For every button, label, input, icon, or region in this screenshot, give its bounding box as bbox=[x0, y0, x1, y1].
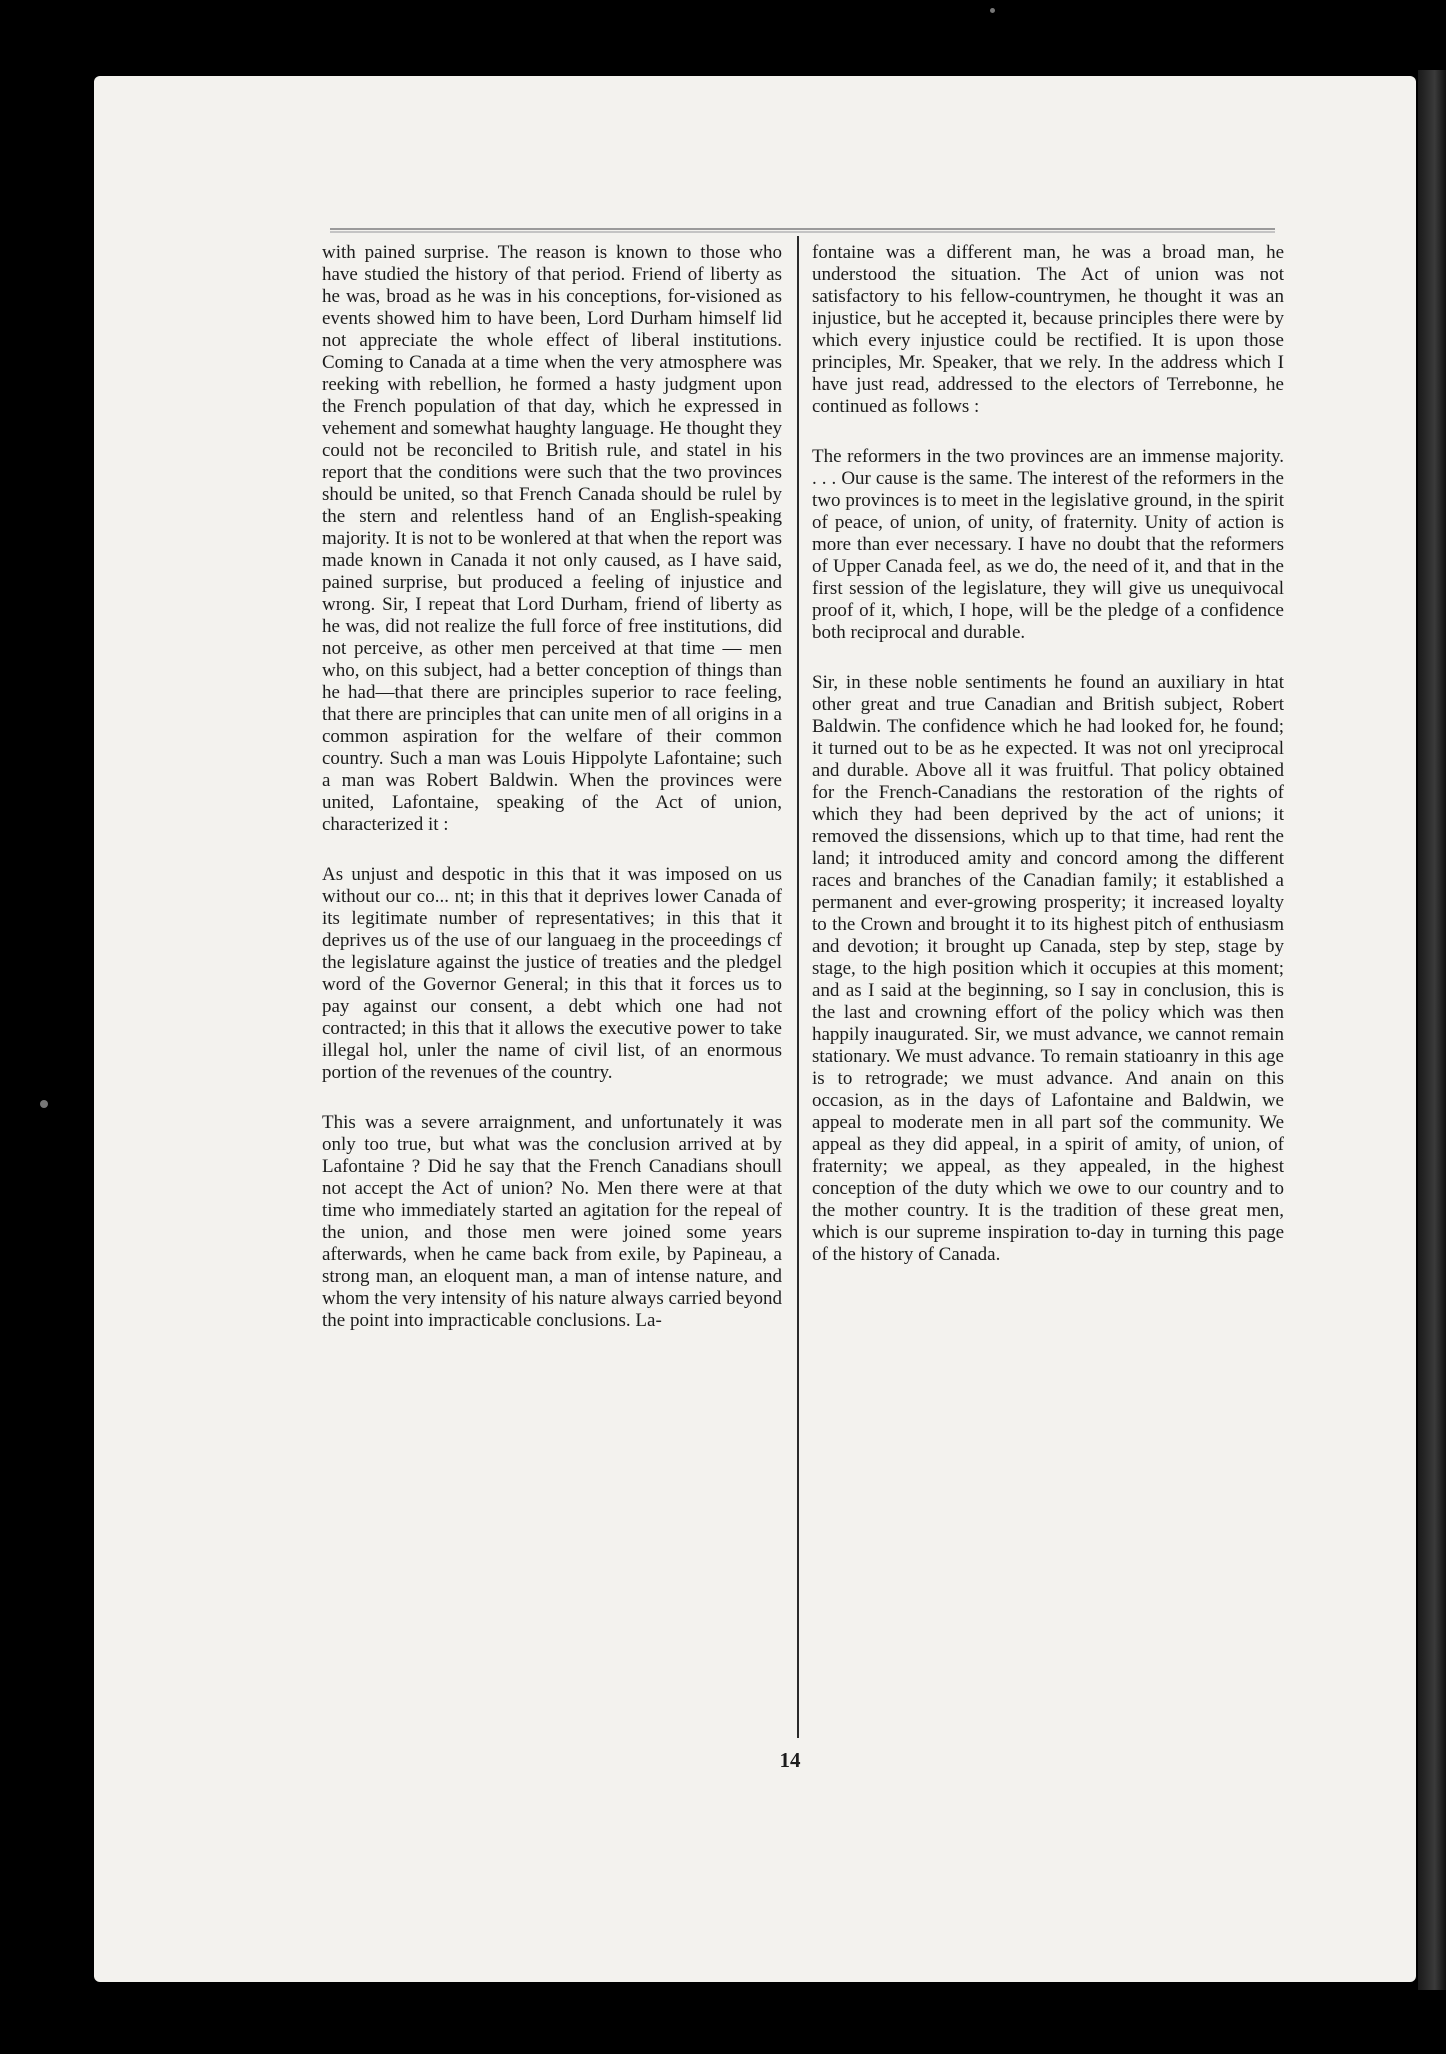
header-rule bbox=[330, 228, 1275, 230]
right-quote-paragraph: The reformers in the two provinces are an immense majority. . . . Our cause is the same. The interest of the reformers in the two provinces is to meet in the legislative ground, in the spirit of peace, of union, of unity, of fraternity. Unity of action is more than ever necessary. I have no doubt that the reformers of Upper Canada feel, as we do, the need of it, and that in the first session of the legislature, they will give us unequivocal proof of it, which, I hope, will be the pledge of a confidence both reciprocal and durable. bbox=[812, 446, 1284, 643]
left-paragraph-1: with pained surprise. The reason is known to those who have studied the history of that period. Friend of liberty as he was, broad as he was in his conceptions, for-visioned as events showed him to have been, Lord Durham himself lid not appreciate the whole effect of liberal institutions. Coming to Canada at a time when the very atmosphere was reeking with rebellion, he formed a hasty judgment upon the French population of that day, which he expressed in vehement and somewhat haughty language. He thought they could not be reconciled to British rule, and statel in his report that the conditions were such that the two provinces should be united, so that French Canada should be rulel by the stern and relentless hand of an English-speaking majority. It is not to be wonlered at that when the report was made known in Canada it not only caused, as I have said, pained surprise, but produced a feeling of injustice and wrong. Sir, I repeat that Lord Durham, friend of liberty as he was, did not realize the full force of free institutions, did not perceive, as other men perceived at that time — men who, on this subject, had a better conception of things than he had—that there are principles superior to race feeling, that there are principles that can unite men of all origins in a common aspiration for the welfare of their common country. Such a man was Louis Hippolyte Lafontaine; such a man was Robert Baldwin. When the provinces were united, Lafontaine, speaking of the Act of union, characterized it : bbox=[322, 242, 782, 835]
column-divider bbox=[797, 236, 799, 1738]
page-edge-shadow bbox=[1418, 70, 1446, 1990]
left-column bbox=[322, 242, 782, 1360]
page-number: 14 bbox=[779, 1748, 801, 1772]
left-paragraph-3: This was a severe arraignment, and unfortunately it was only too true, but what was the conclusion arrived at by Lafontaine ? Did he say that the French Canadians shoull not accept the Act of union? No. Men there were at that time who immediately started an agitation for the repeal of the union, and those men were joined some years afterwards, when he came back from exile, by Papineau, a strong man, an eloquent man, a man of intense nature, and whom the very intensity of his nature always carried beyond the point into impracticable conclusions. La- bbox=[322, 1112, 782, 1331]
right-column bbox=[812, 242, 1284, 1294]
right-paragraph-3: Sir, in these noble sentiments he found an auxiliary in htat other great and true Canadian and British subject, Robert Baldwin. The confidence which he had looked for, he found; it turned out to be as he expected. It was not onl yreciprocal and durable. Above all it was fruitful. That policy obtained for the French-Canadians the restoration of the rights of which they had been deprived by the act of unions; it removed the dissensions, which up to that time, had rent the land; it introduced amity and concord among the different races and branches of the Canadian family; it established a permanent and ever-growing prosperity; it increased loyalty to the Crown and brought it to its highest pitch of enthusiasm and devotion; it brought up Canada, step by step, stage by stage, to the high position which it occupies at this moment; and as I said at the beginning, so I say in conclusion, this is the last and crowning effort of the policy which was then happily inaugurated. Sir, we must advance, we cannot remain stationary. We must advance. To remain statioanry in this age is to retrograde; we must advance. And anain on this occasion, as in the days of Lafontaine and Baldwin, we appeal to moderate men in all part sof the community. We appeal as they did appeal, in a spirit of amity, of union, of fraternity; we appeal, as they appealed, in the highest conception of the duty which we owe to our country and to the mother country. It is the tradition of these great men, which is our supreme inspiration to-day in turning this page of the history of Canada. bbox=[812, 672, 1284, 1265]
scan-speck bbox=[40, 1100, 48, 1108]
left-quote-paragraph: As unjust and despotic in this that it was imposed on us without our co... nt; in this that it deprives lower Canada of its legitimate number of representatives; in this that it deprives us of the use of our languaeg in the proceedings cf the legislature against the justice of treaties and the pledgel word of the Governor General; in this that it forces us to pay against our consent, a debt which one had not contracted; in this that it allows the executive power to take illegal hol, unler the name of civil list, of an enormous portion of the revenues of the country. bbox=[322, 864, 782, 1083]
right-paragraph-1: fontaine was a different man, he was a broad man, he understood the situation. The Act of union was not satisfactory to his fellow-countrymen, he thought it was an injustice, but he accepted it, because principles there were by which every injustice could be rectified. It is upon those principles, Mr. Speaker, that we rely. In the address which I have just read, addressed to the electors of Terrebonne, he continued as follows : bbox=[812, 242, 1284, 417]
scan-speck bbox=[990, 8, 995, 13]
